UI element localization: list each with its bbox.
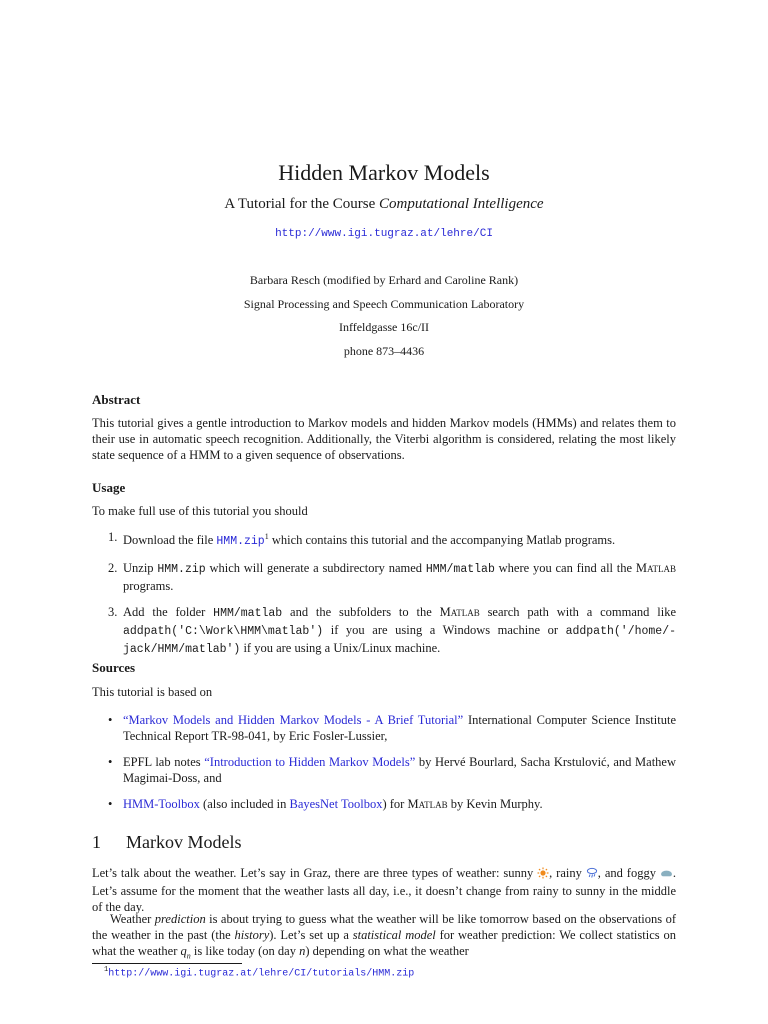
sources-heading: Sources [92,660,136,675]
list-number: 2. [108,561,118,576]
source-item-1 [108,712,676,744]
text: ) depending on what the weather [305,944,469,958]
lab-line: Signal Processing and Speech Communication Laboratory [243,297,525,311]
text: if you are using a Unix/Linux machine. [240,641,441,656]
text: Unzip [123,561,158,576]
subtitle-course: Computational Intelligence [379,196,544,212]
code-text: HMM/matlab [425,563,495,577]
bullet: • [108,755,113,769]
math-sub-n: n [186,951,191,961]
italic-text: statistical model [352,928,436,942]
usage-item-3 [108,604,676,658]
address-line: Inffeldgasse 16c/II [338,320,430,334]
code-text: addpath('C:\Work\HMM\matlab') [123,625,324,639]
matlab-text: Matlab [635,561,676,576]
text: for weather prediction: We collect statistics on what the weather [92,928,676,958]
text: by Hervé Bourlard, Sacha Krstulović, and Mathew Magimai-Doss, and [123,755,676,785]
subtitle-prefix: A Tutorial for the Course [224,196,380,212]
usage-item-1 [108,529,676,550]
list-number: 3. [108,605,118,620]
matlab-text: Matlab [407,797,448,811]
section-heading [92,832,242,853]
source-link-hmm-toolbox[interactable]: HMM-Toolbox [123,797,200,811]
text: is like today (on day [190,944,300,958]
hmm-zip-link[interactable]: HMM.zip [216,535,265,549]
bullet: • [108,797,113,811]
text: programs. [123,579,174,594]
usage-intro: To make full use of this tutorial you should [92,504,308,518]
math-n: n [299,944,306,958]
math-q: q [180,944,187,958]
section-number: 1 [92,832,101,852]
usage-item-2 [108,560,676,594]
phone-line: phone 873–4436 [343,344,425,358]
text: , and foggy [597,866,660,880]
usage-list [108,529,676,668]
source-link-markov-tutorial[interactable]: “Markov Models and Hidden Markov Models - A Brief Tutorial” [123,713,464,727]
code-text: HMM/matlab [213,607,283,621]
sources-intro: This tutorial is based on [92,685,213,699]
text: Weather [110,912,155,926]
course-url-link[interactable]: http://www.igi.tugraz.at/lehre/CI [275,228,493,240]
text: (also included in [199,797,290,811]
abstract-heading: Abstract [92,392,141,407]
text: ) for [382,797,408,811]
list-number: 1. [108,530,118,544]
matlab-text: Matlab [439,605,480,620]
author-line: Barbara Resch (modified by Erhard and Caroline Rank) [249,273,519,287]
fog-cloud-icon [660,867,673,883]
sources-list [108,712,676,822]
source-item-3 [108,796,676,812]
footnote-rule [92,963,242,964]
text: where you can find all the [494,561,636,576]
code-text: HMM.zip [157,563,206,577]
text: International Computer Science Institute Technical Report TR-98-041, by Eric Fosler-Lussier, [123,713,676,743]
bullet: • [108,713,113,727]
text: Download the file [123,533,217,548]
footnote-mark[interactable]: 1 [264,532,269,541]
sun-icon [537,867,549,883]
text: search path with a command like [479,605,677,620]
section-title: Markov Models [126,832,242,852]
text: and the subfolders to the [282,605,440,620]
text: . Let’s assume for the moment that the weather lasts all day, i.e., it doesn’t change from rainy to sunny in the middle of the day. [92,866,676,914]
code-text: addpath('/home/-jack/HMM/matlab') [123,625,676,657]
paper-title: Hidden Markov Models [278,160,490,185]
text: if you are using a Windows machine or [323,623,566,638]
text: Let’s talk about the weather. Let’s say in Graz, there are three types of weather: sunny [92,866,538,880]
text: ). Let’s set up a [269,928,353,942]
source-item-2 [108,754,676,786]
footnote [104,966,414,979]
italic-text: history [234,928,270,942]
footnote-mark: 1 [104,966,109,974]
text: , rainy [549,866,586,880]
usage-heading: Usage [92,480,126,495]
text: which contains this tutorial and the accompanying Matlab programs. [268,533,616,548]
abstract-text: This tutorial gives a gentle introduction to Markov models and hidden Markov models (HMMs) and relates them to their use in automatic speech recognition. Additionally, the Viterbi algorithm is considered, relating the most likely state sequence of a HMM to a given sequence of observations. [92,416,676,462]
footnote-url-link[interactable]: http://www.igi.tugraz.at/lehre/CI/tutorials/HMM.zip [108,968,415,980]
text: Add the folder [123,605,214,620]
text: is about trying to guess what the weather will be like tomorrow based on the observations of the weather in the past (the [92,912,676,942]
paper-subtitle [0,196,768,213]
text: which will generate a subdirectory named [205,561,426,576]
source-link-intro-hmm[interactable]: “Introduction to Hidden Markov Models” [204,755,416,769]
italic-text: prediction [154,912,206,926]
weather-paragraph-1 [92,865,676,915]
weather-paragraph-2 [92,911,676,965]
text: EPFL lab notes [123,755,205,769]
source-link-bayesnet-toolbox[interactable]: BayesNet Toolbox [289,797,383,811]
text: by Kevin Murphy. [447,797,543,811]
rain-cloud-icon [586,867,598,883]
